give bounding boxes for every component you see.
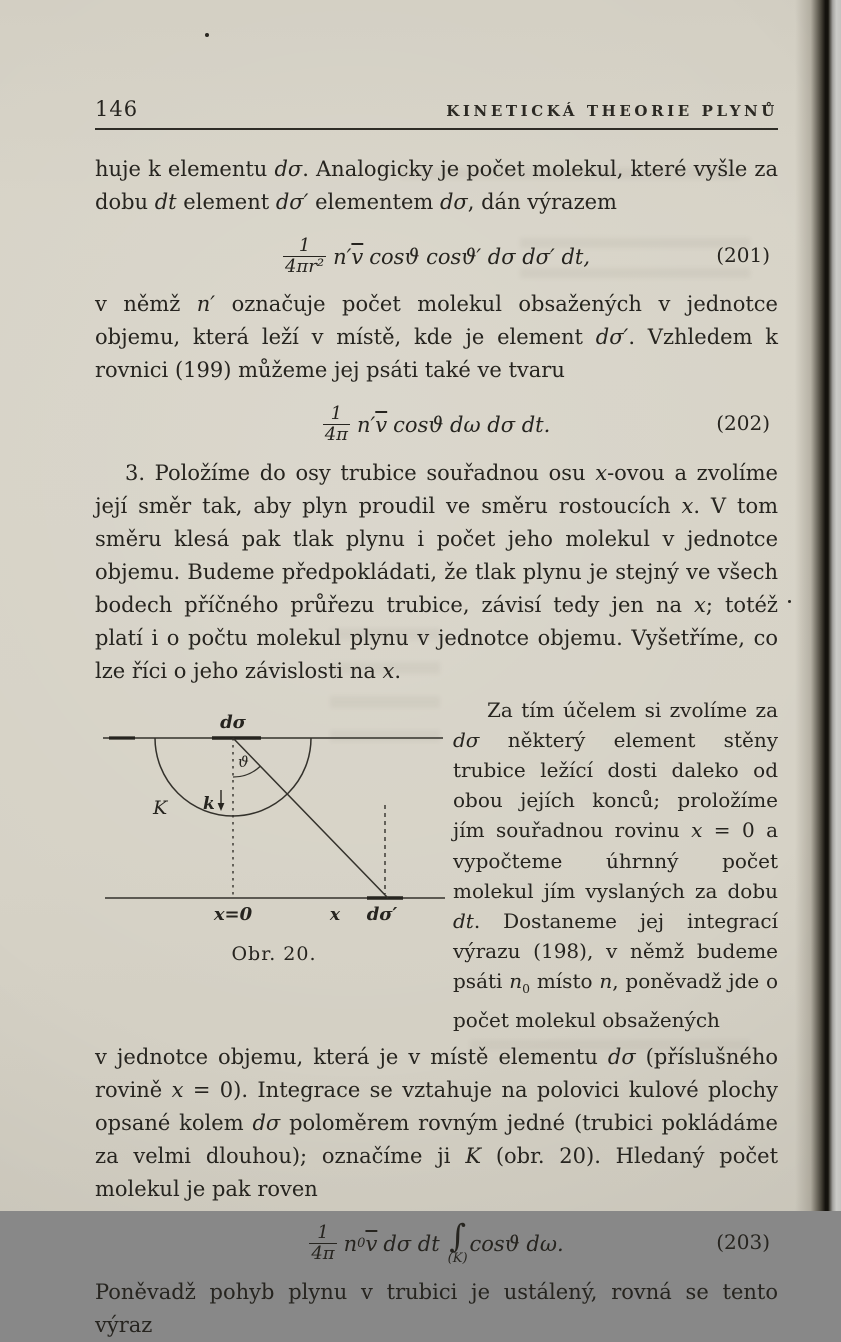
equation-203: $\frac{1}{4\pi}$ n 0 $\overline{v}$ dσ dt ∫ (K) cosϑ dω. (203) [311, 1216, 770, 1266]
K-hemisphere-label: K [153, 796, 168, 819]
figure-text-wrap-row [95, 695, 778, 1035]
figure-caption: Obr. 20. [231, 942, 317, 965]
fraction: $\frac{1}{4\pi}$ [324, 403, 348, 446]
page-header [95, 97, 778, 121]
k-label: k [203, 793, 215, 814]
paragraph-3: 3. Položíme do osy trubice souřadnou osu x-ovou a zvolíme její směr tak, aby plyn proudil ve směru rostoucích x. V tom směru klesá pak tlak plynu i počet jeho molekul v jednotce objemu. Budeme předpokládati, že tlak plynu je stejný ve všech bodech příčného průřezu trubice, závisí tedy jen na x; totéž platí i o počtu molekul plynu v jednotce objemu. Vyšetříme, co lze říci o jeho závislosti na x. [95, 460, 779, 683]
x-label: x [329, 904, 341, 925]
k-arrowhead [218, 803, 225, 811]
paragraph-6: Poněvadž pohyb plynu v trubici je ustálený, rovná se tento výraz [95, 1279, 778, 1337]
integral-sign: ∫ [449, 1216, 466, 1255]
figure-svg [95, 711, 447, 929]
equation-number: (202) [716, 410, 770, 435]
paragraph-2: v němž n′ označuje počet molekul obsažených v jednotce objemu, která leží v místě, kde je element dσ′. Vzhledem k rovnici (199) můžeme jej psáti také ve tvaru [95, 292, 778, 383]
header-rule [95, 128, 778, 130]
scan-speck [788, 600, 791, 603]
fraction: $\frac{1}{\text{4πr²}}$ [284, 235, 325, 278]
equation-202: $\frac{1}{4\pi}$ n′ $\overline{v}$ cosϑ dω dσ dt. (202) [324, 403, 770, 446]
d-sigma-prime-label: dσ′ [366, 903, 398, 925]
equation-number: (203) [716, 1229, 770, 1254]
d-sigma-label: dσ [220, 711, 246, 733]
theta-label: ϑ [238, 752, 249, 771]
running-title: KINETICKÁ THEORIE PLYNŮ [446, 102, 778, 120]
molecule-ray-line [233, 738, 388, 898]
page-edge-shadow [795, 0, 841, 1211]
equation-201: $\frac{1}{\text{4πr²}}$ n′ $\overline{v}$ cosϑ cosϑ′ dσ dσ′ dt, (201) [284, 235, 770, 278]
equation-number: (201) [716, 242, 770, 267]
fraction: $\frac{1}{4\pi}$ [311, 1221, 335, 1265]
paragraph-1: huje k elementu dσ. Analogicky je počet molekul, které vyšle za dobu dt element dσ′ elementem dσ, dán výrazem [95, 157, 778, 214]
paragraph-wrap: Za tím účelem si zvolíme za dσ některý element stěny trubice ležící dosti daleko od obou jejích konců; proložíme jím souřadnou rovinu x = 0 a vypočteme úhrnný počet molekul jím vyslaných za dobu dt. Dostaneme jej integrací výrazu (198), v němž budeme psáti $n_0$ místo n, poněvadž jde o počet molekul obsažených [453, 697, 779, 1032]
x0-label: x=0 [213, 903, 253, 925]
paragraph-5: v jednotce objemu, která je v místě elementu dσ (příslušného rovině x = 0). Integrace se vztahuje na polovici kulové plochy opsané kolem dσ poloměrem rovným jedné (trubici pokládáme za velmi dlouhou); označíme ji K (obr. 20). Hledaný počet molekul je pak roven [95, 1044, 779, 1201]
integral-over-K [447, 1216, 468, 1266]
page-number: 146 [95, 97, 139, 121]
integral-domain: (K) [447, 1250, 468, 1266]
figure-obr-20 [95, 695, 453, 1035]
